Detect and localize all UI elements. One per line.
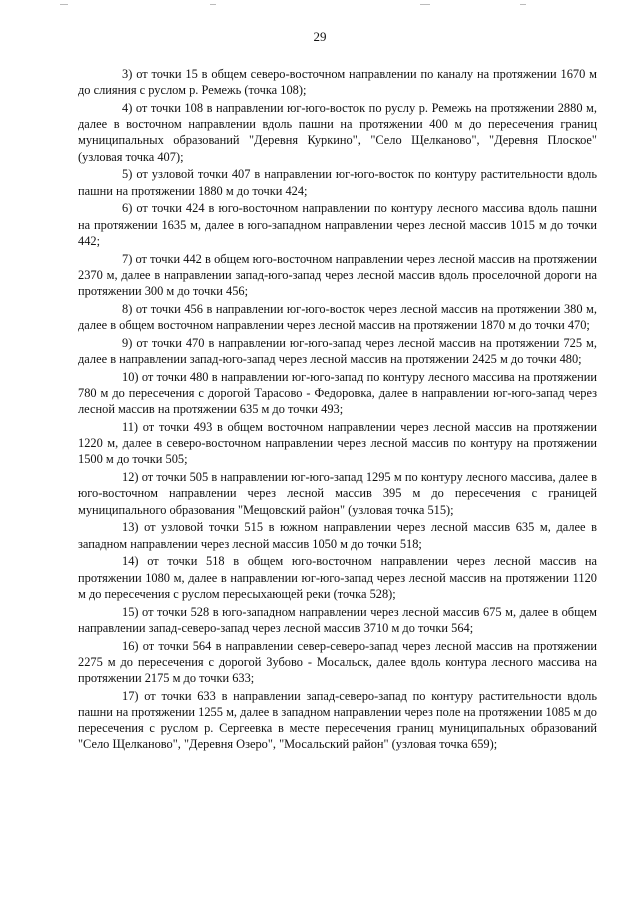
paragraph-5: 5) от узловой точки 407 в направлении юг-юго-восток по контуру растительности вдоль пашни на протяжении 1880 м до точки 424; (78, 167, 597, 198)
scan-artifact (210, 4, 216, 5)
document-body (78, 66, 597, 754)
paragraph-15: 15) от точки 528 в юго-западном направлении через лесной массив 675 м, далее в общем направлении запад-северо-запад через лесной массив 3710 м до точки 564; (78, 604, 597, 635)
paragraph-9: 9) от точки 470 в направлении юг-юго-запад через лесной массив на протяжении 725 м, далее в направлении запад-юго-запад через лесной массив на протяжении 2425 м до точки 480; (78, 335, 597, 367)
page-number: 29 (313, 29, 327, 44)
paragraph-6: 6) от точки 424 в юго-восточном направлении по контуру лесного массива вдоль пашни на протяжении 1635 м, далее в юго-западном направлении через лесной массив 1015 м до точки 442; (78, 201, 597, 248)
scan-artifact (420, 4, 430, 5)
paragraph-12: 12) от точки 505 в направлении юг-юго-запад 1295 м по контуру лесного массива, далее в юго-восточном направлении через лесной массив 395 м до пересечения с границей муниципального образования "Мещовский район" (узловая точка 515); (78, 470, 597, 517)
paragraph-10: 10) от точки 480 в направлении юг-юго-запад по контуру лесного массива на протяжении 780 м до пересечения с дорогой Тарасово - Федоровка, далее в направлении юг-юго-запад через лесной массив на протяжении 635 м до точки 493; (78, 369, 597, 417)
paragraph-17: 17) от точки 633 в направлении запад-северо-запад по контуру растительности вдоль пашни на протяжении 1255 м, далее в западном направлении через поле на протяжении 1085 м до пересечения с руслом р. Сергеевка в месте пересечения границ муниципальных образований "Село Щелканово", "Деревня Озеро", "Мосальский район" (узловая точка 659); (78, 688, 597, 752)
paragraph-11: 11) от точки 493 в общем восточном направлении через лесной массив на протяжении 1220 м, далее в северо-восточном направлении через лесной массив по контуру на протяжении 1500 м до точки 505; (78, 420, 597, 467)
paragraph-16: 16) от точки 564 в направлении север-северо-запад через лесной массив на протяжении 2275 м до пересечения с дорогой Зубово - Мосальск, далее вдоль контура лесного массива на протяжении 2175 м до точки 633; (78, 638, 597, 686)
paragraph-4: 4) от точки 108 в направлении юг-юго-восток по руслу р. Ремежь на протяжении 2880 м, далее в восточном направлении вдоль пашни на протяжении 400 м до пересечения границ муниципальных образований "Деревня Куркино", "Село Щелканово", "Деревня Плоское" (узловая точка 407); (78, 101, 597, 164)
scan-artifact (520, 4, 526, 5)
paragraph-13: 13) от узловой точки 515 в южном направлении через лесной массив 635 м, далее в западном направлении через лесной массив 1050 м до точки 518; (78, 520, 597, 551)
paragraph-7: 7) от точки 442 в общем юго-восточном направлении через лесной массив на протяжении 2370 м, далее в направлении запад-юго-запад через лесной массив вдоль проселочной дороги на протяжении 300 м до точки 456; (78, 251, 597, 299)
paragraph-14: 14) от точки 518 в общем юго-восточном направлении через лесной массив на протяжении 1080 м, далее в направлении юг-юго-запад через лесной массив на протяжении 1120 м до пересечения с руслом пересыхающей реки (точка 528); (78, 554, 597, 601)
scan-artifact (60, 4, 68, 5)
paragraph-8: 8) от точки 456 в направлении юг-юго-восток через лесной массив на протяжении 380 м, далее в общем восточном направлении через лесной массив на протяжении 1870 м до точки 470; (78, 301, 597, 333)
paragraph-3: 3) от точки 15 в общем северо-восточном направлении по каналу на протяжении 1670 м до слияния с руслом р. Ремежь (точка 108); (78, 67, 597, 98)
